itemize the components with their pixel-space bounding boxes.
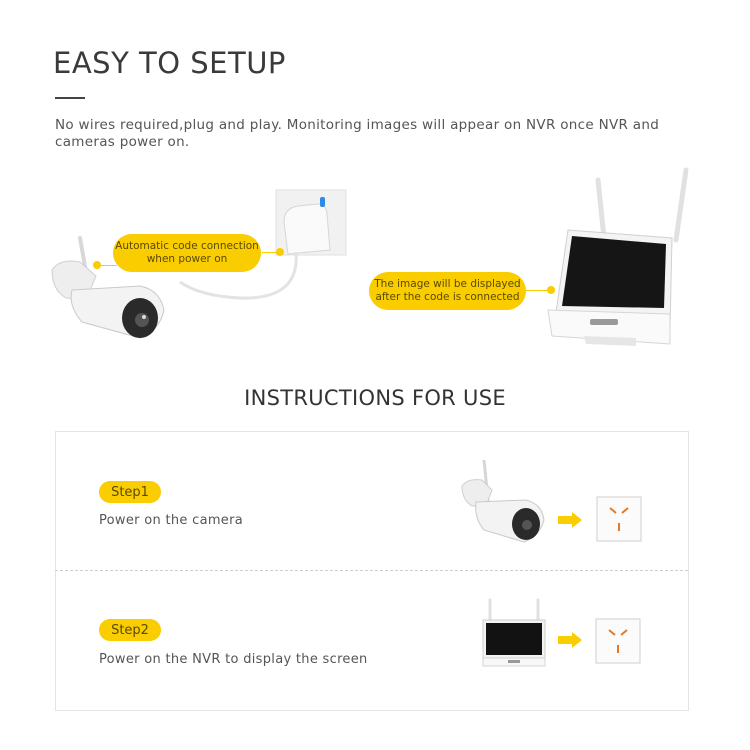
wall-plug-icon bbox=[276, 190, 346, 255]
arrow-right-icon bbox=[558, 632, 582, 648]
intro-text: No wires required,plug and play. Monitoring images will appear on NVR once NVR and cameras power on. bbox=[55, 117, 660, 150]
nvr-monitor-icon bbox=[483, 600, 545, 666]
page-title: EASY TO SETUP bbox=[53, 46, 286, 80]
step1-badge: Step1 bbox=[99, 481, 161, 503]
callout-image-displayed: The image will be displayed after the code is connected bbox=[369, 272, 526, 310]
camera-icon bbox=[462, 460, 544, 542]
callout-auto-code: Automatic code connection when power on bbox=[113, 234, 261, 272]
connector-dot-left bbox=[93, 261, 101, 269]
title-underline bbox=[55, 97, 85, 99]
step1-illustration bbox=[460, 460, 650, 550]
nvr-monitor-icon bbox=[548, 170, 686, 346]
wall-socket-icon bbox=[597, 497, 641, 541]
connector-dot-right bbox=[547, 286, 555, 294]
step2-text: Power on the NVR to display the screen bbox=[99, 652, 368, 667]
arrow-right-icon bbox=[558, 512, 582, 528]
instructions-title: INSTRUCTIONS FOR USE bbox=[244, 386, 506, 410]
step-divider bbox=[55, 570, 688, 571]
step2-illustration bbox=[470, 594, 650, 684]
connector-dot-mid bbox=[276, 248, 284, 256]
step2-badge: Step2 bbox=[99, 619, 161, 641]
wall-socket-icon bbox=[596, 619, 640, 663]
step1-text: Power on the camera bbox=[99, 513, 244, 528]
